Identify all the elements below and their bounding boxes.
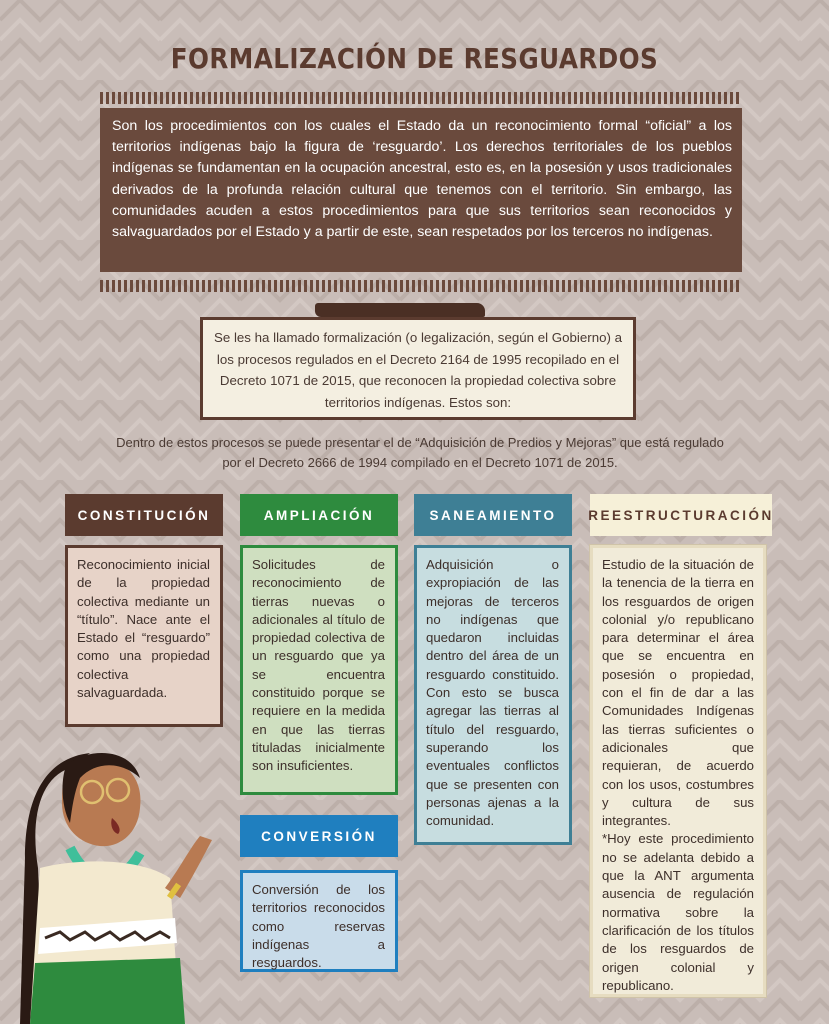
decorative-stripe-bottom <box>100 280 742 292</box>
reestructuracion-header: REESTRUCTURACIÓN <box>590 494 772 536</box>
conversion-description: Conversión de los territorios reconocidos como reservas indígenas a resguardos. <box>240 870 398 972</box>
constitucion-description: Reconocimiento inicial de la propiedad colectiva mediante un “título”. Nace ante el Estado el “resguardo” como una propiedad colectiva salvaguardada. <box>65 545 223 727</box>
acquisition-note: Dentro de estos procesos se puede presentar el de “Adquisición de Predios y Mejoras” que está regulado por el Decreto 2666 de 1994 compilado en el Decreto 1071 de 2015. <box>116 435 724 470</box>
decorative-stripe-top <box>100 92 742 104</box>
ampliacion-header: AMPLIACIÓN <box>240 494 398 536</box>
reestructuracion-description <box>590 545 766 997</box>
torn-tape-decoration <box>315 303 485 317</box>
page-title: FORMALIZACIÓN DE RESGUARDOS <box>170 42 659 75</box>
indigenous-woman-illustration <box>0 748 230 1024</box>
ampliacion-description: Solicitudes de reconocimiento de tierras nuevas o adicionales al título de propiedad colectiva de un resguardo que ya se encuentra constituido porque se requiere en la medida en que las tierras tituladas inicialmente son insuficientes. <box>240 545 398 795</box>
saneamiento-description: Adquisición o expropiación de las mejoras de terceros no indígenas que quedaron incluidas dentro del área de un resguardo constituido. Con esto se busca agregar las tierras al título del resguardo, superando los eventuales conflictos que se presenten con personas ajenas a la comunidad. <box>414 545 572 845</box>
reestructuracion-text: Estudio de la situación de la tenencia de la tierra en los resguardos de origen colonial y/o republicano para determinar el área que se encuentra en posesión o propiedad, con el fin de dar a las Comunidades Indígenas las tierras suficientes o adicionales que requieran, de acuerdo con los usos, costumbres y cultura de sus integrantes. <box>602 557 754 829</box>
reestructuracion-footnote: *Hoy este procedimiento no se adelanta debido a que la ANT argumenta ausencia de regulación normativa sobre la clarificación de los títulos de los resguardos de origen colonial y republicano. <box>602 831 754 993</box>
definition-box: Se les ha llamado formalización (o legalización, según el Gobierno) a los procesos regulados en el Decreto 2164 de 1995 recopilado en el Decreto 1071 de 2015, que reconocen la propiedad colectiva sobre territorios indígenas. Estos son: <box>200 317 636 420</box>
saneamiento-header: SANEAMIENTO <box>414 494 572 536</box>
intro-paragraph: Son los procedimientos con los cuales el Estado da un reconocimiento formal “oficial” a los territorios indígenas bajo la figura de ‘resguardo’. Los derechos territoriales de los pueblos indígenas se fundamentan en la ocupación ancestral, esto es, en la posesión y usos tradicionales derivados de la profunda relación cultural que tenemos con el territorio. Sin embargo, las comunidades acuden a estos procedimientos para que sus territorios sean reconocidos y salvaguardados por el Estado y a partir de este, sean respetados por los terceros no indígenas. <box>100 108 742 272</box>
constitucion-header: CONSTITUCIÓN <box>65 494 223 536</box>
conversion-header: CONVERSIÓN <box>240 815 398 857</box>
